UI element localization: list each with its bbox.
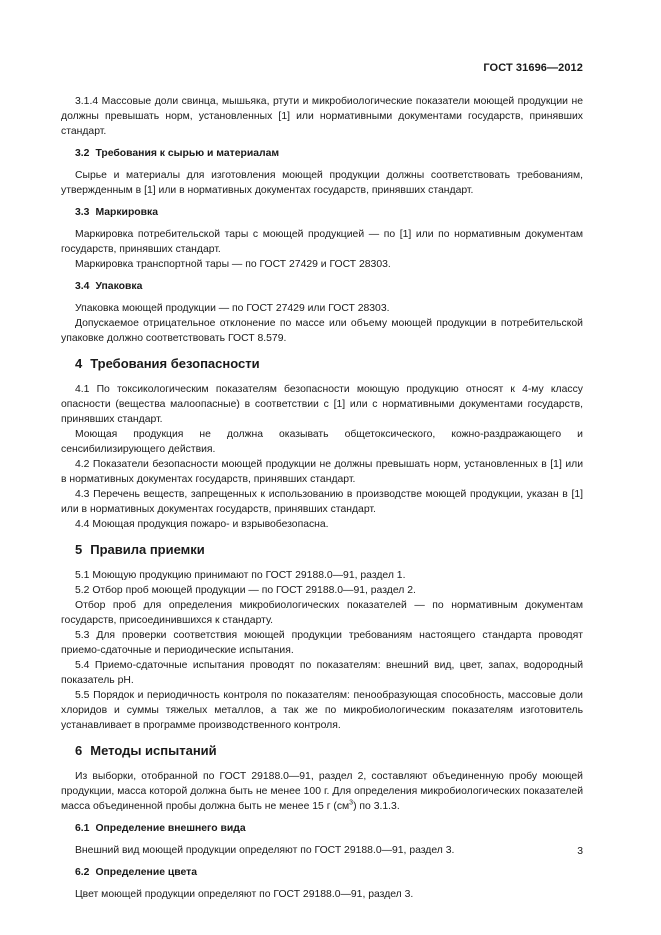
paragraph-5-1: 5.1 Моющую продукцию принимают по ГОСТ 29188.0—91, раздел 1. [75, 570, 406, 581]
paragraph: Упаковка моющей продукции — по ГОСТ 27429 или ГОСТ 28303. [75, 303, 390, 314]
paragraph-5-3: 5.3 Для проверки соответствия моющей продукции требованиям настоящего стандарта проводят приемо-сдаточные и периодические испытания. [61, 630, 583, 656]
section-title: Правила приемки [90, 542, 205, 557]
section-4-heading [75, 356, 583, 372]
paragraph-text: ) по 3.1.3. [353, 801, 400, 812]
section-title: Требования к сырью и материалам [95, 148, 280, 159]
page-content [61, 94, 583, 902]
section-title: Определение цвета [95, 867, 198, 878]
page-number: 3 [577, 846, 583, 857]
section-number: 3.2 [75, 148, 90, 159]
section-6-heading [75, 743, 583, 759]
paragraph-5-2: 5.2 Отбор проб моющей продукции — по ГОСТ 29188.0—91, раздел 2. [75, 585, 416, 596]
paragraph-5-4: 5.4 Приемо-сдаточные испытания проводят по показателям: внешний вид, цвет, запах, водородный показатель pH. [61, 660, 583, 686]
paragraph: Допускаемое отрицательное отклонение по массе или объему моющей продукции в потребительской упаковке должно соответствовать ГОСТ 8.579. [61, 318, 583, 344]
paragraph: Маркировка потребительской тары с моющей продукцией — по [1] или по нормативным документам государств, принявших стандарт. [61, 229, 583, 255]
section-number: 3.4 [75, 281, 90, 292]
section-title: Определение внешнего вида [95, 823, 246, 834]
section-number: 4 [75, 356, 83, 371]
paragraph-4-1: 4.1 По токсикологическим показателям безопасности моющую продукцию относят к 4-му классу опасности (вещества малоопасные) в соответствии с [1] или с нормативными документами государств, принявших стандарт. [61, 384, 583, 425]
paragraph: Цвет моющей продукции определяют по ГОСТ 29188.0—91, раздел 3. [75, 889, 414, 900]
paragraph: Маркировка транспортной тары — по ГОСТ 27429 и ГОСТ 28303. [75, 259, 391, 270]
paragraph: Моющая продукция не должна оказывать общетоксического, кожно-раздражающего и сенсибилизирующего действия. [61, 429, 583, 455]
paragraph-4-3: 4.3 Перечень веществ, запрещенных к использованию в производстве моющей продукции, указан в [1] или в нормативных документах государств, принявших стандарт. [61, 489, 583, 515]
section-title: Упаковка [95, 281, 143, 292]
section-3-2-heading [75, 147, 583, 161]
section-title: Маркировка [95, 207, 159, 218]
section-number: 6 [75, 743, 83, 758]
document-header: ГОСТ 31696—2012 [483, 62, 583, 74]
section-6-1-heading [75, 822, 583, 836]
section-3-3-heading [75, 206, 583, 220]
paragraph-text: Из выборки, отобранной по ГОСТ 29188.0—91, раздел 2, составляют объединенную пробу моющей продукции, масса которой должна быть не менее 100 г. Для определения микробиологических показателей масса объединенной пробы должна быть не менее 15 г (см [61, 771, 583, 812]
section-number: 6.1 [75, 823, 90, 834]
section-number: 6.2 [75, 867, 90, 878]
paragraph-5-5: 5.5 Порядок и периодичность контроля по показателям: пенообразующая способность, массовые доли хлоридов и суммы тяжелых металлов, а так же по микробиологическим показателям изготовитель устанавливает в программе производственного контроля. [61, 690, 583, 731]
section-5-heading [75, 542, 583, 558]
paragraph: Отбор проб для определения микробиологических показателей — по нормативным документам государств, присоединившихся к стандарту. [61, 600, 583, 626]
paragraph-4-2: 4.2 Показатели безопасности моющей продукции не должны превышать норм, установленных в [1] или в нормативных документах государств, принявших стандарт. [61, 459, 583, 485]
paragraph: Внешний вид моющей продукции определяют по ГОСТ 29188.0—91, раздел 3. [75, 845, 455, 856]
section-title: Методы испытаний [90, 743, 217, 758]
paragraph-4-4: 4.4 Моющая продукция пожаро- и взрывобезопасна. [75, 519, 329, 530]
section-title: Требования безопасности [90, 356, 260, 371]
section-6-2-heading [75, 866, 583, 880]
section-number: 3.3 [75, 207, 90, 218]
paragraph: Сырье и материалы для изготовления моющей продукции должны соответствовать требованиям, утвержденным в [1] или в нормативных документах государств, принявших стандарт. [61, 170, 583, 196]
section-3-4-heading [75, 280, 583, 294]
section-number: 5 [75, 542, 83, 557]
superscript: 3 [349, 799, 354, 807]
paragraph-3-1-4: 3.1.4 Массовые доли свинца, мышьяка, ртути и микробиологические показатели моющей продукции не должны превышать норм, установленных [1] или нормативными документами государств, принявших стандарт. [61, 96, 583, 137]
paragraph [61, 769, 583, 814]
